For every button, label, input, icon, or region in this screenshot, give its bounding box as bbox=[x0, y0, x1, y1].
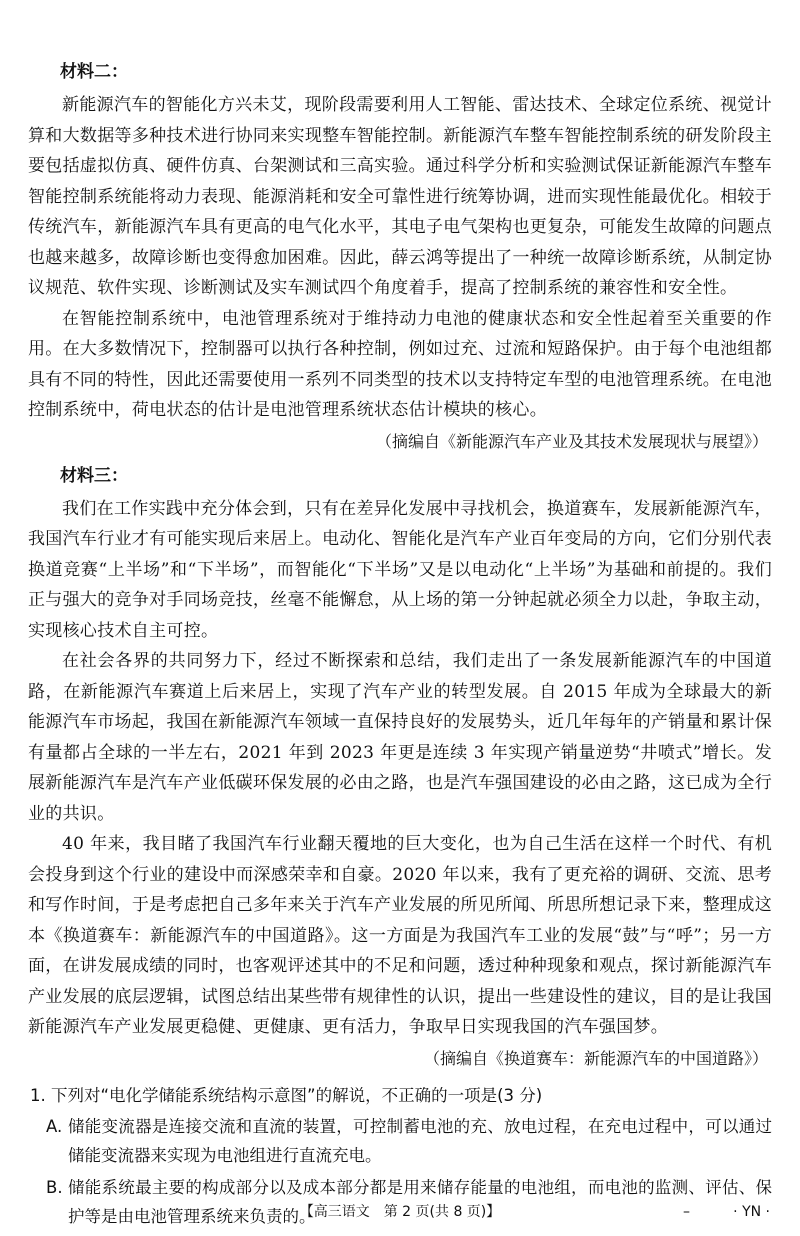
material-3-section bbox=[28, 464, 772, 1073]
material-3-source: （摘编自《换道赛车：新能源汽车的中国道路》） bbox=[423, 1048, 768, 1068]
material-3-heading: 材料三： bbox=[60, 465, 128, 486]
material-2-paragraph-2: 在智能控制系统中，电池管理系统对于维持动力电池的健康状态和安全性起着至关重要的作用。在大多数情况下，控制器可以执行各种控制，例如过充、过流和短路保护。由于每个电池组都具有不同的特性，因此还需要使用一系列不同类型的技术以支持特定车型的电池管理系统。在电池控制系统中，荷电状态的估计是电池管理系统状态估计模块的核心。 bbox=[28, 308, 772, 420]
option-text: 储能变流器是连接交流和直流的装置，可控制蓄电池的充、放电过程，在充电过程中，可以通过储能变流器来实现为电池组进行直流充电。 bbox=[68, 1116, 772, 1165]
question-1-stem: 1. 下列对“电化学储能系统结构示意图”的解说，不正确的一项是(3 分) bbox=[30, 1085, 543, 1105]
material-3-paragraph-1: 我们在工作实践中充分体会到，只有在差异化发展中寻找机会，换道赛车，发展新能源汽车，我国汽车行业才有可能实现后来居上。电动化、智能化是汽车产业百年变局的方向，它们分别代表换道竞赛“上半场”和“下半场”，而智能化“下半场”又是以电动化“上半场”为基础和前提的。我们正与强大的竞争对手同场竞技，丝毫不能懈怠，从上场的第一分钟起就必须全力以赴，争取主动，实现核心技术自主可控。 bbox=[28, 498, 772, 641]
material-2-source: （摘编自《新能源汽车产业及其技术发展现状与展望》） bbox=[375, 431, 768, 451]
material-2-paragraph-1: 新能源汽车的智能化方兴未艾，现阶段需要利用人工智能、雷达技术、全球定位系统、视觉计算和大数据等多种技术进行协同来实现整车智能控制。新能源汽车整车智能控制系统的研发阶段主要包括虚拟仿真、硬件仿真、台架测试和三高实验。通过科学分析和实验测试保证新能源汽车整车智能控制系统能将动力表现、能源消耗和安全可靠性进行统筹协调，进而实现性能最优化。相较于传统汽车，新能源汽车具有更高的电气化水平，其电子电气架构也更复杂，可能发生故障的问题点也越来越多，故障诊断也变得愈加困难。因此，薛云鸿等提出了一种统一故障诊断系统，从制定协议规范、软件实现、诊断测试及实车测试四个角度着手，提高了控制系统的兼容性和安全性。 bbox=[28, 95, 772, 298]
footer-dash: – bbox=[683, 1204, 690, 1220]
material-3-paragraph-3: 40 年来，我目睹了我国汽车行业翻天覆地的巨大变化，也为自己生活在这样一个时代、有机会投身到这个行业的建设中而深感荣幸和自豪。2020 年以来，我有了更充裕的调研、交流、思考和写作时间，于是考虑把自己多年来关于汽车产业发展的所见所闻、所思所想记录下来，整理成这本《换道赛车：新能源汽车的中国道路》。这一方面是为我国汽车工业的发展“鼓”与“呼”；另一方面，在讲发展成绩的同时，也客观评述其中的不足和问题，透过种种现象和观点，探讨新能源汽车产业发展的底层逻辑，试图总结出某些带有规律性的认识，提出一些建设性的建议，目的是让我国新能源汽车产业发展更稳健、更健康、更有活力，争取早日实现我国的汽车强国梦。 bbox=[28, 834, 772, 1037]
page-number-label: 【高三语文 第 2 页(共 8 页)】 bbox=[299, 1204, 501, 1220]
material-3-paragraph-2: 在社会各界的共同努力下，经过不断探索和总结，我们走出了一条发展新能源汽车的中国道路，在新能源汽车赛道上后来居上，实现了汽车产业的转型发展。自 2015 年成为全球最大的新能源汽车市场起，我国在新能源汽车领域一直保持良好的发展势头，近几年每年的产销量和累计保有量都占全球的一半左右，2021 年到 2023 年更是连续 3 年实现产销量逆势“井喷式”增长。发展新能源汽车是汽车产业低碳环保发展的必由之路，也是汽车强国建设的必由之路，这已成为全行业的共识。 bbox=[28, 651, 772, 824]
material-2-heading: 材料二： bbox=[60, 62, 128, 82]
page-footer bbox=[0, 1200, 800, 1224]
option-letter: A. bbox=[46, 1116, 63, 1136]
exam-code: · YN · bbox=[733, 1204, 770, 1220]
material-2-section bbox=[28, 60, 772, 456]
option-text: 储能系统最主要的构成部分以及成本部分都是用来储存能量的电池组，而电池的监测、评估、保护等是由电池管理系统来负责的。 bbox=[68, 1177, 772, 1226]
option-letter: B. bbox=[46, 1177, 63, 1197]
question-1-option-a bbox=[46, 1112, 772, 1171]
